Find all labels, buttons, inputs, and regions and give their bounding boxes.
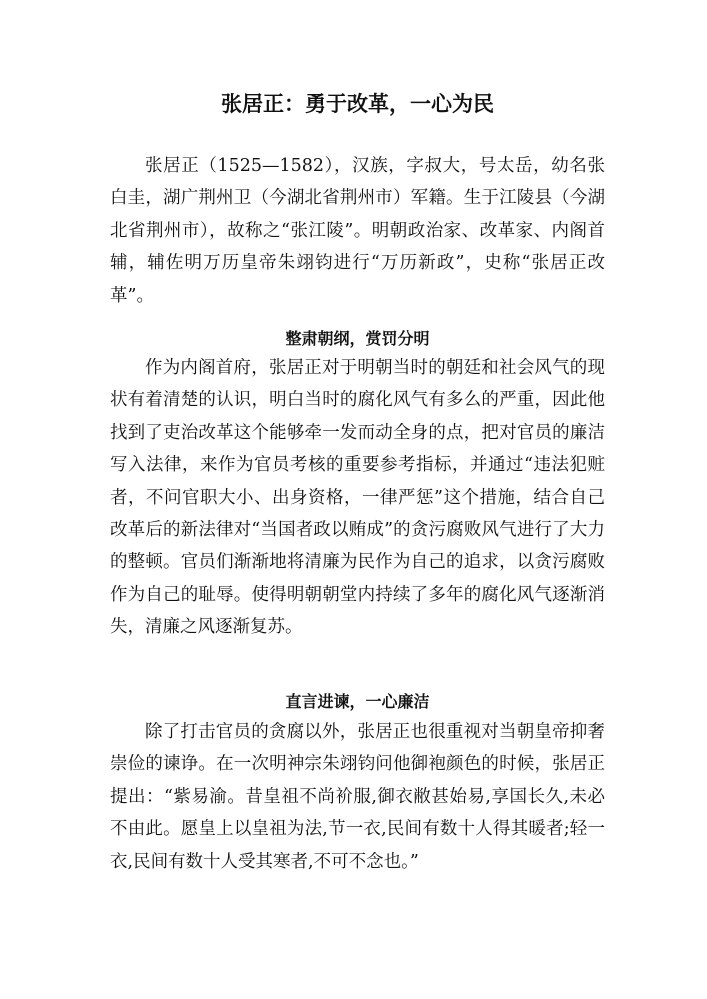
page-title: 张居正：勇于改革，一心为民 xyxy=(221,91,494,116)
section-heading-1: 整肃朝纲，赏罚分明 xyxy=(285,329,430,348)
section-body-1: 作为内阁首府，张居正对于明朝当时的朝廷和社会风气的现状有着清楚的认识，明白当时的腐化风气有多么的严重，因此他找到了吏治改革这个能够牵一发而动全身的点，把对官员的廉洁写入法律，来作为官员考核的重要参考指标，并通过“违法犯赃者，不问官职大小、出身资格，一律严惩”这个措施，结合自己改革后的新法律对“当国者政以贿成”的贪污腐败风气进行了大力的整顿。官员们渐渐地将清廉为民作为自己的追求，以贪污腐败作为自己的耻辱。使得明朝朝堂内持续了多年的腐化风气逐渐消失，清廉之风逐渐复苏。 xyxy=(110,358,605,638)
section-heading-2: 直言进谏，一心廉洁 xyxy=(285,692,430,711)
section-body-2: 除了打击官员的贪腐以外，张居正也很重视对当朝皇帝抑奢崇俭的谏诤。在一次明神宗朱翊钧问他御袍颜色的时候，张居正提出：“紫易渝。昔皇祖不尚衸服,御衣敝甚始易,享国长久,未必不由此。愿皇上以皇祖为法,节一衣,民间有数十人得其暖者;轻一衣,民间有数十人受其寒者,不可不念也。” xyxy=(110,722,605,872)
intro-paragraph: 张居正（1525—1582），汉族，字叔大，号太岳，幼名张白圭，湖广荆州卫（今湖北省荆州市）军籍。生于江陵县（今湖北省荆州市），故称之“张江陵”。明朝政治家、改革家、内阁首辅，辅佐明万历皇帝朱翊钧进行“万历新政”，史称“张居正改革”。 xyxy=(110,156,605,306)
